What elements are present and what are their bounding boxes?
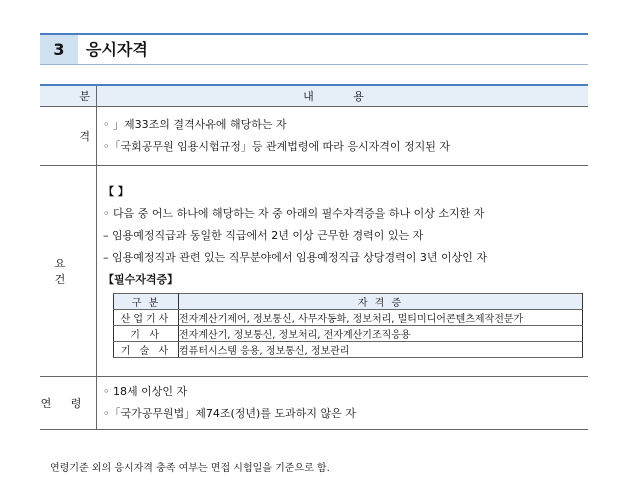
cert-row <box>114 325 583 341</box>
certificate-table <box>113 293 583 358</box>
cert-header-category: 구 분 <box>114 293 179 309</box>
cert-category: 기 술 사 <box>114 341 179 357</box>
content-line: 【 】 <box>103 184 129 198</box>
content-line: ◦ 」제33조의 결격사유에 해당하는 자 <box>103 118 287 131</box>
section-header <box>40 33 588 65</box>
content-line: ◦ 다음 중 어느 하나에 해당하는 자 중 아래의 필수자격증을 하나 이상 소지한 자 <box>103 206 485 220</box>
cert-list: 전자계산기제어, 정보통신, 사무자동화, 정보처리, 멀티미디어콘텐츠제작전문가 <box>179 309 583 325</box>
content-line: ◦ 18세 이상인 자 <box>103 385 188 398</box>
section-number: 3 <box>40 35 78 64</box>
content-line: ◦「국회공무원 임용시험규정」등 관계법령에 따라 응시자격이 정지된 자 <box>103 140 450 153</box>
row-label: 요 건 <box>40 166 97 377</box>
content-line: ◦「국가공무원법」제74조(정년)를 도과하지 않은 자 <box>103 407 356 420</box>
cert-list: 컴퓨터시스템 응용, 정보통신, 정보관리 <box>179 341 583 357</box>
header-category: 분 <box>40 85 97 107</box>
content-line: – 임용예정직과 관련 있는 직무분야에서 임용예정직급 상당경력이 3년 이상인 자 <box>103 250 487 264</box>
cert-row <box>114 341 583 357</box>
row-label: 격 <box>40 107 97 166</box>
table-row-age <box>40 377 588 430</box>
section-title: 응시자격 <box>86 40 148 59</box>
cert-category: 기 사 <box>114 325 179 341</box>
footnote: 연령기준 외의 응시자격 충족 여부는 면접 시험일을 기준으로 함. <box>50 463 330 474</box>
header-content: 내 용 <box>97 85 589 107</box>
table-header-row <box>40 85 588 107</box>
cert-list: 전자계산기, 정보통신, 정보처리, 전자계산기조직응용 <box>179 325 583 341</box>
row-label: 연 령 <box>40 377 97 430</box>
cert-header-certificates: 자 격 증 <box>179 293 583 309</box>
cert-header-row <box>114 293 583 309</box>
cert-row <box>114 309 583 325</box>
table-row-requirements <box>40 166 588 377</box>
content-line: 【필수자격증】 <box>103 272 179 286</box>
content-line: – 임용예정직급과 동일한 직급에서 2년 이상 근무한 경력이 있는 자 <box>103 228 424 242</box>
table-row-disqualification <box>40 107 588 166</box>
qualification-table <box>40 84 588 430</box>
cert-category: 산업기사 <box>114 309 179 325</box>
